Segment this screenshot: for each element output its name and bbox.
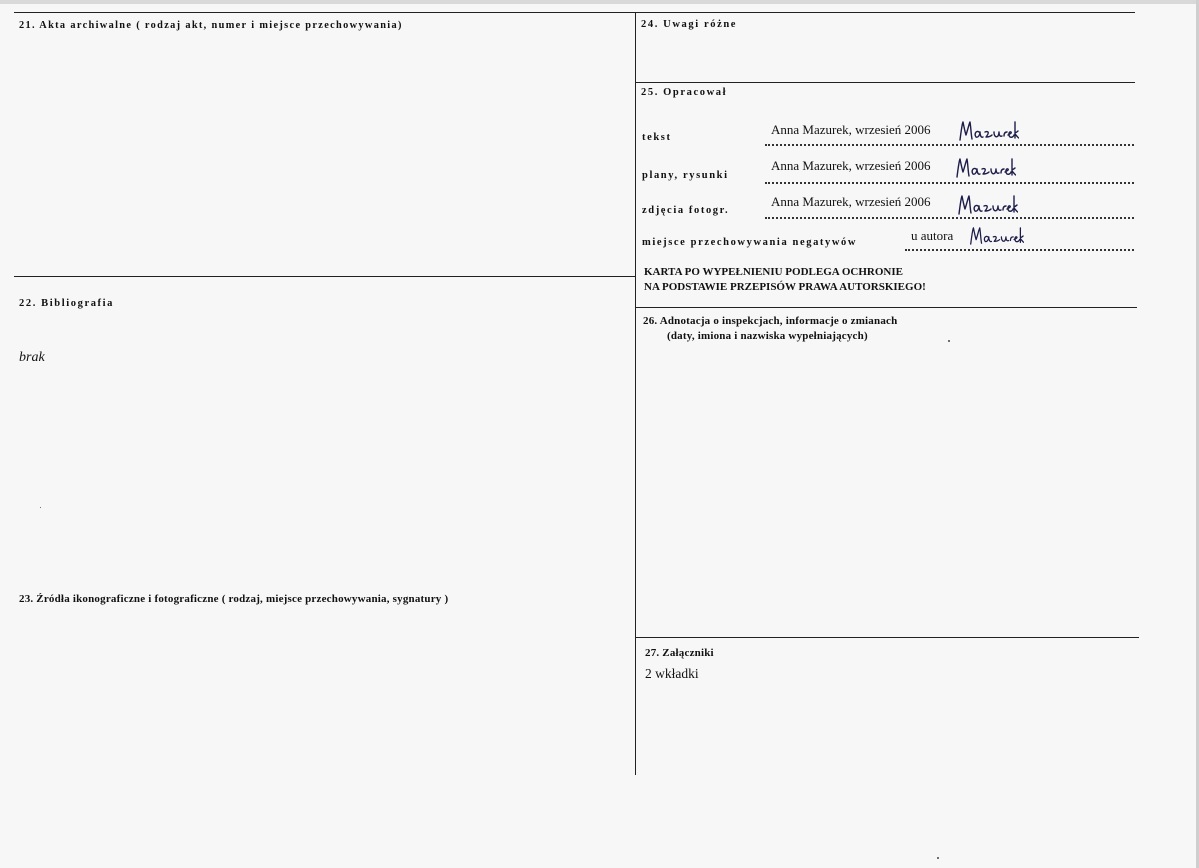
scan-speck: [40, 507, 41, 508]
row-plans-signature: [954, 155, 1016, 181]
divider-center-vertical: [635, 12, 636, 775]
section-27-value: 2 wkładki: [645, 666, 699, 681]
row-plans-underline: [765, 182, 1134, 184]
scan-speck: [937, 857, 939, 859]
divider-top: [14, 12, 1135, 13]
row-plans-value: Anna Mazurek, wrzesień 2006: [771, 158, 931, 173]
row-plans-label: plany, rysunki: [642, 170, 729, 181]
row-negatives-signature: [968, 224, 1024, 248]
copyright-notice-line1: KARTA PO WYPEŁNIENIU PODLEGA OCHRONIE: [644, 266, 903, 278]
row-text-signature: [957, 118, 1019, 144]
divider-25-26: [636, 307, 1137, 308]
divider-21-22: [14, 276, 636, 277]
scan-speck: [948, 340, 950, 342]
row-negatives-value: u autora: [911, 228, 954, 243]
row-photos-label: zdjęcia fotogr.: [642, 205, 730, 216]
section-26-sublabel: (daty, imiona i nazwiska wypełniających): [667, 330, 868, 342]
section-24-label: 24. Uwagi różne: [641, 19, 738, 30]
section-23-label: 23. Źródła ikonograficzne i fotograficzne ( rodzaj, miejsce przechowywania, sygnatury ): [19, 593, 449, 605]
row-photos-underline: [765, 217, 1134, 219]
row-text-underline: [765, 144, 1134, 146]
section-22-label: 22. Bibliografia: [19, 298, 115, 309]
section-26-label: 26. Adnotacja o inspekcjach, informacje o zmianach: [643, 315, 898, 327]
row-negatives-label: miejsce przechowywania negatywów: [642, 237, 858, 248]
row-negatives-underline: [905, 249, 1134, 251]
section-21-label: 21. Akta archiwalne ( rodzaj akt, numer i miejsce przechowywania): [19, 20, 403, 31]
divider-26-27: [636, 637, 1139, 638]
section-27-label: 27. Załączniki: [645, 647, 714, 659]
row-photos-value: Anna Mazurek, wrzesień 2006: [771, 194, 931, 209]
section-22-value: brak: [19, 350, 45, 365]
row-text-value: Anna Mazurek, wrzesień 2006: [771, 122, 931, 137]
row-text-label: tekst: [642, 132, 672, 143]
copyright-notice-line2: NA PODSTAWIE PRZEPISÓW PRAWA AUTORSKIEGO!: [644, 281, 926, 293]
divider-24-25: [636, 82, 1135, 83]
page-edge-top: [0, 0, 1199, 4]
row-photos-signature: [956, 192, 1018, 218]
section-25-label: 25. Opracował: [641, 87, 728, 98]
